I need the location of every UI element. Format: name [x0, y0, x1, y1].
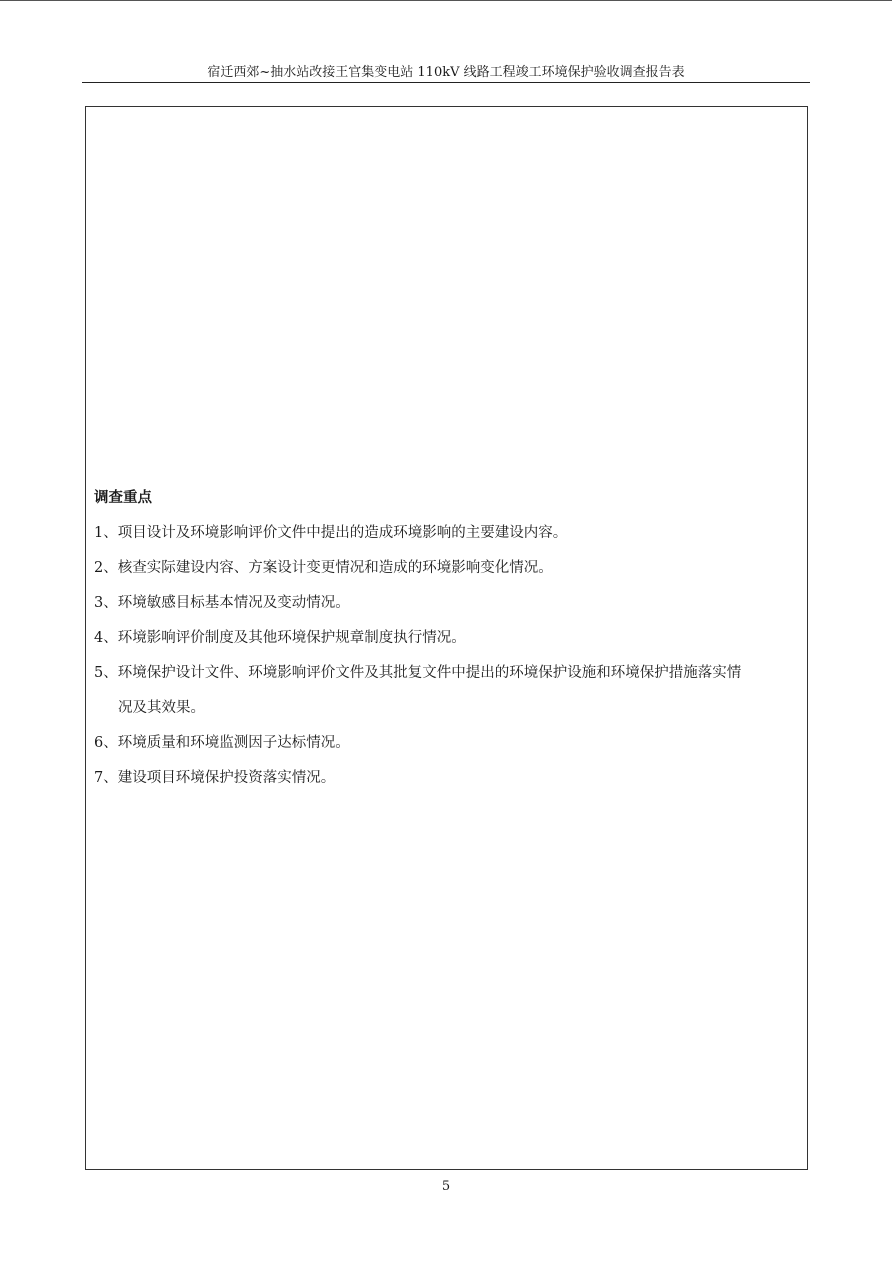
list-item-number: 1、	[94, 525, 118, 541]
list-item-number: 4、	[94, 630, 118, 646]
list-item	[94, 733, 350, 753]
list-item-text: 建设项目环境保护投资落实情况。	[117, 770, 336, 786]
list-item	[94, 523, 567, 543]
header-divider	[82, 82, 810, 83]
list-item	[94, 663, 741, 683]
list-item-text: 环境敏感目标基本情况及变动情况。	[117, 595, 350, 611]
list-item-text: 环境保护设计文件、环境影响评价文件及其批复文件中提出的环境保护设施和环境保护措施落实情	[117, 665, 742, 681]
list-item-text: 项目设计及环境影响评价文件中提出的造成环境影响的主要建设内容。	[117, 525, 568, 541]
page-number: 5	[441, 1179, 451, 1194]
list-item-number: 2、	[94, 560, 118, 576]
list-item	[94, 768, 335, 788]
list-item-number: 3、	[94, 595, 118, 611]
section-title: 调查重点	[94, 489, 152, 506]
page-top-border	[0, 0, 892, 1]
list-item-continuation: 况及其效果。	[118, 700, 205, 716]
page-header-title: 宿迁西郊~抽水站改接王官集变电站 110kV 线路工程竣工环境保护验收调查报告表	[207, 65, 685, 80]
list-item-number: 5、	[94, 665, 118, 681]
list-item-text: 环境质量和环境监测因子达标情况。	[117, 735, 350, 751]
list-item	[94, 593, 350, 613]
list-item	[94, 558, 553, 578]
list-item-number: 7、	[94, 770, 118, 786]
list-item-text: 核查实际建设内容、方案设计变更情况和造成的环境影响变化情况。	[117, 560, 553, 576]
list-item	[94, 628, 466, 648]
list-item-text: 环境影响评价制度及其他环境保护规章制度执行情况。	[117, 630, 466, 646]
list-item-number: 6、	[94, 735, 118, 751]
